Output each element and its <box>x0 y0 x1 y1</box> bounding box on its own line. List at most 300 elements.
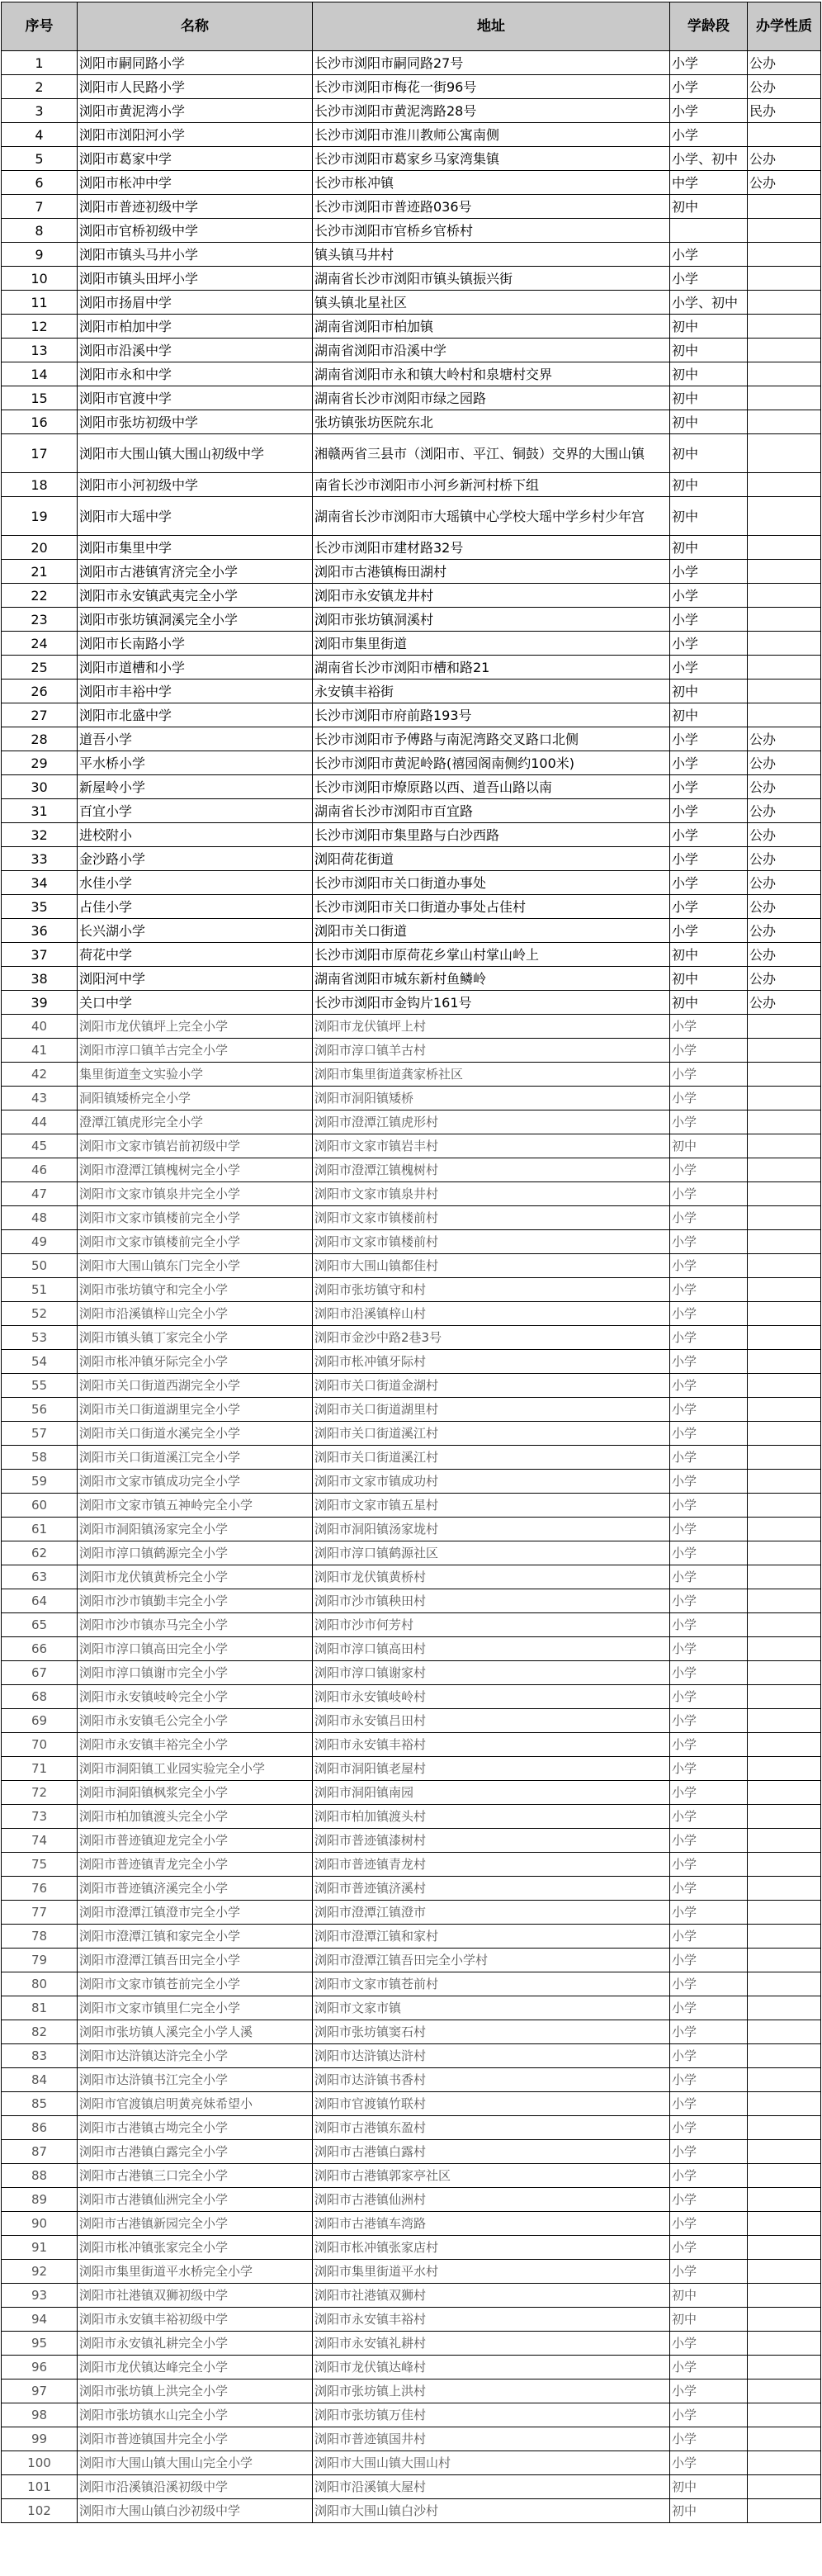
cell-level: 小学 <box>670 1613 748 1637</box>
cell-address: 浏阳市达浒镇书香村 <box>313 2068 670 2092</box>
table-row <box>2 1733 821 1757</box>
cell-type: 公办 <box>748 895 821 919</box>
cell-type <box>748 1158 821 1182</box>
cell-address: 镇头镇马井村 <box>313 243 670 267</box>
cell-address: 浏阳市澄潭江镇槐树村 <box>313 1158 670 1182</box>
cell-address: 长沙市浏阳市原荷花乡掌山村掌山岭上 <box>313 943 670 967</box>
table-row <box>2 362 821 386</box>
table-row <box>2 2068 821 2092</box>
cell-seq: 53 <box>2 1326 78 1350</box>
cell-address: 长沙市浏阳市梅花一街96号 <box>313 75 670 99</box>
cell-name: 浏阳市古港镇古坳完全小学 <box>78 2116 313 2140</box>
cell-name: 浏阳市关口街道溪江完全小学 <box>78 1446 313 1470</box>
cell-level: 小学 <box>670 1326 748 1350</box>
cell-name: 浏阳市永安镇毛公完全小学 <box>78 1709 313 1733</box>
table-row <box>2 171 821 195</box>
cell-name: 浏阳市永安镇丰裕完全小学 <box>78 1733 313 1757</box>
cell-address: 浏阳市文家市镇成功村 <box>313 1470 670 1494</box>
cell-seq: 29 <box>2 751 78 775</box>
cell-name: 浏阳市古港镇新园完全小学 <box>78 2212 313 2236</box>
cell-name: 占佳小学 <box>78 895 313 919</box>
cell-address: 长沙市浏阳市黄泥湾路28号 <box>313 99 670 123</box>
table-row <box>2 1470 821 1494</box>
cell-name: 浏阳市古港镇白露完全小学 <box>78 2140 313 2164</box>
cell-name: 浏阳市澄潭江镇澄市完全小学 <box>78 1901 313 1925</box>
cell-name: 浏阳市黄泥湾小学 <box>78 99 313 123</box>
cell-seq: 27 <box>2 703 78 727</box>
cell-type <box>748 2475 821 2499</box>
cell-seq: 37 <box>2 943 78 967</box>
cell-type: 公办 <box>748 847 821 871</box>
cell-address: 浏阳市张坊镇万佳村 <box>313 2403 670 2427</box>
cell-level: 小学 <box>670 1589 748 1613</box>
cell-type <box>748 1637 821 1661</box>
cell-level: 初中 <box>670 943 748 967</box>
cell-type <box>748 536 821 560</box>
cell-level: 小学 <box>670 1110 748 1134</box>
cell-address: 永安镇丰裕街 <box>313 680 670 703</box>
header-seq: 序号 <box>2 2 78 51</box>
cell-type: 公办 <box>748 171 821 195</box>
cell-seq: 84 <box>2 2068 78 2092</box>
cell-level: 初中 <box>670 991 748 1015</box>
cell-level: 小学 <box>670 2188 748 2212</box>
cell-type <box>748 1685 821 1709</box>
table-row <box>2 2379 821 2403</box>
cell-name: 浏阳市普迹镇青龙完全小学 <box>78 1853 313 1877</box>
cell-level: 小学 <box>670 1637 748 1661</box>
cell-level: 初中 <box>670 536 748 560</box>
cell-name: 浏阳市丰裕中学 <box>78 680 313 703</box>
cell-type <box>748 1853 821 1877</box>
cell-level: 小学 <box>670 2379 748 2403</box>
cell-type <box>748 656 821 680</box>
cell-seq: 5 <box>2 147 78 171</box>
cell-address: 浏阳市关口街道溪江村 <box>313 1422 670 1446</box>
cell-seq: 34 <box>2 871 78 895</box>
header-level: 学龄段 <box>670 2 748 51</box>
cell-type <box>748 2164 821 2188</box>
table-row <box>2 1996 821 2020</box>
cell-type <box>748 1589 821 1613</box>
table-row <box>2 2451 821 2475</box>
cell-address: 浏阳市古港镇车湾路 <box>313 2212 670 2236</box>
cell-seq: 51 <box>2 1278 78 1302</box>
cell-address: 浏阳市洞阳镇老屋村 <box>313 1757 670 1781</box>
table-row <box>2 291 821 315</box>
cell-type <box>748 2260 821 2284</box>
cell-type <box>748 1326 821 1350</box>
cell-level: 小学 <box>670 2020 748 2044</box>
cell-level: 小学、初中 <box>670 147 748 171</box>
cell-seq: 102 <box>2 2499 78 2523</box>
cell-type <box>748 473 821 497</box>
cell-address: 张坊镇张坊医院东北 <box>313 410 670 434</box>
cell-seq: 43 <box>2 1087 78 1110</box>
cell-level: 小学 <box>670 51 748 75</box>
cell-name: 浏阳市张坊镇水山完全小学 <box>78 2403 313 2427</box>
cell-type <box>748 2308 821 2332</box>
table-row <box>2 1015 821 1039</box>
table-row <box>2 1158 821 1182</box>
cell-name: 浏阳市文家市镇泉井完全小学 <box>78 1182 313 1206</box>
table-row <box>2 1494 821 1518</box>
table-row <box>2 823 821 847</box>
cell-name: 浏阳市淳口镇羊古完全小学 <box>78 1039 313 1063</box>
table-row <box>2 1278 821 1302</box>
table-row <box>2 703 821 727</box>
cell-address: 浏阳市永安镇岐岭村 <box>313 1685 670 1709</box>
cell-level: 小学 <box>670 1829 748 1853</box>
table-row <box>2 1398 821 1422</box>
table-row <box>2 1613 821 1637</box>
cell-address: 长沙市浏阳市嗣同路27号 <box>313 51 670 75</box>
cell-type <box>748 267 821 291</box>
cell-seq: 9 <box>2 243 78 267</box>
cell-address: 长沙市浏阳市建材路32号 <box>313 536 670 560</box>
cell-name: 荷花中学 <box>78 943 313 967</box>
cell-level: 小学 <box>670 1565 748 1589</box>
cell-seq: 66 <box>2 1637 78 1661</box>
cell-level: 小学 <box>670 1254 748 1278</box>
cell-level: 小学 <box>670 2356 748 2379</box>
cell-address: 浏阳市澄潭江镇吾田完全小学村 <box>313 1949 670 1972</box>
school-table <box>1 2 821 2523</box>
cell-seq: 65 <box>2 1613 78 1637</box>
cell-seq: 95 <box>2 2332 78 2356</box>
cell-type <box>748 584 821 608</box>
cell-name: 浏阳市永安镇丰裕初级中学 <box>78 2308 313 2332</box>
cell-type: 民办 <box>748 99 821 123</box>
cell-seq: 26 <box>2 680 78 703</box>
cell-name: 长兴湖小学 <box>78 919 313 943</box>
cell-type <box>748 680 821 703</box>
cell-type: 公办 <box>748 751 821 775</box>
table-row <box>2 1302 821 1326</box>
cell-type <box>748 1494 821 1518</box>
cell-type <box>748 2499 821 2523</box>
cell-level: 初中 <box>670 967 748 991</box>
cell-type: 公办 <box>748 823 821 847</box>
cell-address: 浏阳市龙伏镇黄桥村 <box>313 1565 670 1589</box>
cell-level: 小学 <box>670 99 748 123</box>
cell-seq: 87 <box>2 2140 78 2164</box>
cell-name: 浏阳市普迹镇国井完全小学 <box>78 2427 313 2451</box>
cell-seq: 71 <box>2 1757 78 1781</box>
cell-address: 浏阳市枨冲镇张家店村 <box>313 2236 670 2260</box>
cell-name: 浏阳市沿溪镇梓山完全小学 <box>78 1302 313 1326</box>
cell-name: 浏阳市澄潭江镇吾田完全小学 <box>78 1949 313 1972</box>
cell-name: 浏阳市镇头田坪小学 <box>78 267 313 291</box>
cell-address: 浏阳市龙伏镇坪上村 <box>313 1015 670 1039</box>
cell-type <box>748 1565 821 1589</box>
table-row <box>2 1972 821 1996</box>
cell-type <box>748 2284 821 2308</box>
cell-name: 浏阳市人民路小学 <box>78 75 313 99</box>
cell-seq: 91 <box>2 2236 78 2260</box>
cell-seq: 10 <box>2 267 78 291</box>
cell-seq: 75 <box>2 1853 78 1877</box>
cell-seq: 17 <box>2 434 78 473</box>
cell-name: 浏阳市永安镇岐岭完全小学 <box>78 1685 313 1709</box>
cell-level: 初中 <box>670 2499 748 2523</box>
cell-name: 浏阳市古港镇宵济完全小学 <box>78 560 313 584</box>
cell-type: 公办 <box>748 967 821 991</box>
cell-seq: 94 <box>2 2308 78 2332</box>
cell-level: 小学 <box>670 1494 748 1518</box>
cell-seq: 28 <box>2 727 78 751</box>
table-row <box>2 1326 821 1350</box>
cell-type <box>748 1350 821 1374</box>
cell-name: 浏阳市小河初级中学 <box>78 473 313 497</box>
cell-type <box>748 2403 821 2427</box>
cell-type <box>748 339 821 362</box>
cell-name: 水佳小学 <box>78 871 313 895</box>
cell-seq: 40 <box>2 1015 78 1039</box>
cell-seq: 57 <box>2 1422 78 1446</box>
cell-name: 新屋岭小学 <box>78 775 313 799</box>
table-row <box>2 1661 821 1685</box>
cell-seq: 14 <box>2 362 78 386</box>
table-row <box>2 1518 821 1541</box>
cell-address: 长沙市浏阳市金钩片161号 <box>313 991 670 1015</box>
cell-level: 小学 <box>670 2092 748 2116</box>
cell-type <box>748 1661 821 1685</box>
cell-level: 初中 <box>670 680 748 703</box>
cell-type <box>748 560 821 584</box>
cell-seq: 63 <box>2 1565 78 1589</box>
table-row <box>2 2092 821 2116</box>
cell-name: 浏阳市社港镇双狮初级中学 <box>78 2284 313 2308</box>
cell-name: 浏阳市洞阳镇工业园实验完全小学 <box>78 1757 313 1781</box>
cell-address: 浏阳市社港镇双狮村 <box>313 2284 670 2308</box>
table-row <box>2 195 821 219</box>
cell-name: 浏阳市官桥初级中学 <box>78 219 313 243</box>
cell-level: 小学 <box>670 656 748 680</box>
cell-address: 浏阳市龙伏镇达峰村 <box>313 2356 670 2379</box>
cell-level: 小学 <box>670 2236 748 2260</box>
cell-name: 平水桥小学 <box>78 751 313 775</box>
table-row <box>2 99 821 123</box>
cell-type <box>748 1398 821 1422</box>
cell-seq: 41 <box>2 1039 78 1063</box>
table-row <box>2 2020 821 2044</box>
cell-level: 小学 <box>670 799 748 823</box>
cell-seq: 60 <box>2 1494 78 1518</box>
table-row <box>2 1565 821 1589</box>
cell-level: 中学 <box>670 171 748 195</box>
cell-type <box>748 2212 821 2236</box>
cell-address: 浏阳市淳口镇高田村 <box>313 1637 670 1661</box>
table-row <box>2 2475 821 2499</box>
table-row <box>2 1134 821 1158</box>
cell-seq: 39 <box>2 991 78 1015</box>
table-row <box>2 51 821 75</box>
cell-seq: 80 <box>2 1972 78 1996</box>
cell-level: 小学 <box>670 123 748 147</box>
cell-type <box>748 1829 821 1853</box>
cell-level: 小学 <box>670 1398 748 1422</box>
cell-name: 浏阳市文家市镇里仁完全小学 <box>78 1996 313 2020</box>
cell-name: 浏阳市浏阳河小学 <box>78 123 313 147</box>
cell-address: 长沙市浏阳市关口街道办事处 <box>313 871 670 895</box>
table-row <box>2 386 821 410</box>
cell-type <box>748 1972 821 1996</box>
cell-seq: 21 <box>2 560 78 584</box>
cell-level: 小学、初中 <box>670 291 748 315</box>
cell-address: 湖南省浏阳市永和镇大岭村和泉塘村交界 <box>313 362 670 386</box>
cell-seq: 73 <box>2 1805 78 1829</box>
cell-type <box>748 497 821 536</box>
table-row <box>2 339 821 362</box>
cell-seq: 85 <box>2 2092 78 2116</box>
cell-address: 湖南省浏阳市沿溪中学 <box>313 339 670 362</box>
cell-name: 进校附小 <box>78 823 313 847</box>
cell-type <box>748 2236 821 2260</box>
cell-level: 小学 <box>670 2451 748 2475</box>
cell-type <box>748 2092 821 2116</box>
cell-address: 浏阳市达浒镇达浒村 <box>313 2044 670 2068</box>
cell-name: 浏阳市澄潭江镇和家完全小学 <box>78 1925 313 1949</box>
cell-level: 初中 <box>670 2308 748 2332</box>
cell-address: 浏阳市关口街道溪江村 <box>313 1446 670 1470</box>
table-row <box>2 751 821 775</box>
cell-name: 关口中学 <box>78 991 313 1015</box>
cell-address: 长沙市浏阳市燎原路以西、道吾山路以南 <box>313 775 670 799</box>
cell-name: 浏阳市道槽和小学 <box>78 656 313 680</box>
cell-level: 小学 <box>670 632 748 656</box>
cell-type <box>748 608 821 632</box>
cell-name: 道吾小学 <box>78 727 313 751</box>
cell-address: 浏阳市古港镇仙洲村 <box>313 2188 670 2212</box>
cell-name: 浏阳市文家市镇楼前完全小学 <box>78 1230 313 1254</box>
cell-type <box>748 1877 821 1901</box>
cell-level: 初中 <box>670 386 748 410</box>
cell-name: 浏阳市永和中学 <box>78 362 313 386</box>
cell-seq: 44 <box>2 1110 78 1134</box>
table-row <box>2 2260 821 2284</box>
cell-seq: 62 <box>2 1541 78 1565</box>
cell-seq: 89 <box>2 2188 78 2212</box>
cell-type <box>748 1925 821 1949</box>
table-row <box>2 434 821 473</box>
cell-seq: 4 <box>2 123 78 147</box>
cell-seq: 92 <box>2 2260 78 2284</box>
cell-address: 浏阳市大围山镇都佳村 <box>313 1254 670 1278</box>
table-row <box>2 1877 821 1901</box>
table-row <box>2 219 821 243</box>
cell-address: 浏阳市官渡镇竹联村 <box>313 2092 670 2116</box>
cell-level: 小学 <box>670 1015 748 1039</box>
cell-type: 公办 <box>748 799 821 823</box>
cell-address: 长沙市枨冲镇 <box>313 171 670 195</box>
cell-name: 浏阳市洞阳镇枫浆完全小学 <box>78 1781 313 1805</box>
table-row <box>2 1949 821 1972</box>
table-row <box>2 2044 821 2068</box>
cell-name: 金沙路小学 <box>78 847 313 871</box>
table-row <box>2 75 821 99</box>
cell-level: 初中 <box>670 703 748 727</box>
cell-name: 浏阳市大围山镇东门完全小学 <box>78 1254 313 1278</box>
cell-seq: 7 <box>2 195 78 219</box>
cell-level: 小学 <box>670 2403 748 2427</box>
table-row <box>2 2332 821 2356</box>
cell-type: 公办 <box>748 991 821 1015</box>
cell-type <box>748 434 821 473</box>
cell-level: 小学 <box>670 2427 748 2451</box>
table-row <box>2 1063 821 1087</box>
cell-level: 小学 <box>670 1422 748 1446</box>
cell-address: 浏阳市洞阳镇矮桥 <box>313 1087 670 1110</box>
cell-name: 浏阳市官渡中学 <box>78 386 313 410</box>
cell-name: 浏阳河中学 <box>78 967 313 991</box>
cell-seq: 45 <box>2 1134 78 1158</box>
cell-level <box>670 219 748 243</box>
table-row <box>2 2164 821 2188</box>
table-row <box>2 680 821 703</box>
cell-address: 长沙市浏阳市关口街道办事处占佳村 <box>313 895 670 919</box>
cell-seq: 38 <box>2 967 78 991</box>
cell-level: 初中 <box>670 339 748 362</box>
cell-level: 小学 <box>670 1063 748 1087</box>
table-row <box>2 1805 821 1829</box>
cell-type <box>748 386 821 410</box>
cell-type <box>748 1278 821 1302</box>
cell-type <box>748 195 821 219</box>
cell-name: 浏阳市沙市镇赤马完全小学 <box>78 1613 313 1637</box>
cell-name: 浏阳市张坊镇人溪完全小学人溪 <box>78 2020 313 2044</box>
cell-level: 初中 <box>670 1134 748 1158</box>
cell-address: 浏阳市关口街道金湖村 <box>313 1374 670 1398</box>
cell-name: 浏阳市镇头镇丁家完全小学 <box>78 1326 313 1350</box>
table-row <box>2 1901 821 1925</box>
cell-type <box>748 291 821 315</box>
cell-level: 小学 <box>670 2068 748 2092</box>
cell-level: 初中 <box>670 195 748 219</box>
cell-address: 长沙市浏阳市普迹路036号 <box>313 195 670 219</box>
cell-level: 小学 <box>670 1039 748 1063</box>
cell-address: 浏阳市关口街道 <box>313 919 670 943</box>
cell-name: 浏阳市葛家中学 <box>78 147 313 171</box>
table-row <box>2 2356 821 2379</box>
cell-level: 初中 <box>670 2284 748 2308</box>
cell-address: 湘赣两省三县市（浏阳市、平江、铜鼓）交界的大围山镇 <box>313 434 670 473</box>
cell-name: 浏阳市淳口镇谢市完全小学 <box>78 1661 313 1685</box>
table-row <box>2 1110 821 1134</box>
table-row <box>2 2403 821 2427</box>
cell-name: 浏阳市古港镇仙洲完全小学 <box>78 2188 313 2212</box>
cell-seq: 55 <box>2 1374 78 1398</box>
table-row <box>2 1829 821 1853</box>
table-row <box>2 123 821 147</box>
cell-name: 浏阳市古港镇三口完全小学 <box>78 2164 313 2188</box>
cell-seq: 19 <box>2 497 78 536</box>
table-row <box>2 1039 821 1063</box>
cell-address: 浏阳市文家市镇岩丰村 <box>313 1134 670 1158</box>
cell-seq: 59 <box>2 1470 78 1494</box>
cell-address: 浏阳市普迹镇国井村 <box>313 2427 670 2451</box>
cell-name: 浏阳市文家市镇成功完全小学 <box>78 1470 313 1494</box>
cell-name: 浏阳市永安镇礼耕完全小学 <box>78 2332 313 2356</box>
cell-level: 小学 <box>670 243 748 267</box>
cell-address: 浏阳市洞阳镇汤家垅村 <box>313 1518 670 1541</box>
cell-seq: 49 <box>2 1230 78 1254</box>
cell-address: 长沙市浏阳市府前路193号 <box>313 703 670 727</box>
cell-seq: 47 <box>2 1182 78 1206</box>
cell-name: 浏阳市普迹镇济溪完全小学 <box>78 1877 313 1901</box>
cell-level: 小学 <box>670 1877 748 1901</box>
cell-name: 浏阳市官渡镇启明黄亮妹希望小 <box>78 2092 313 2116</box>
